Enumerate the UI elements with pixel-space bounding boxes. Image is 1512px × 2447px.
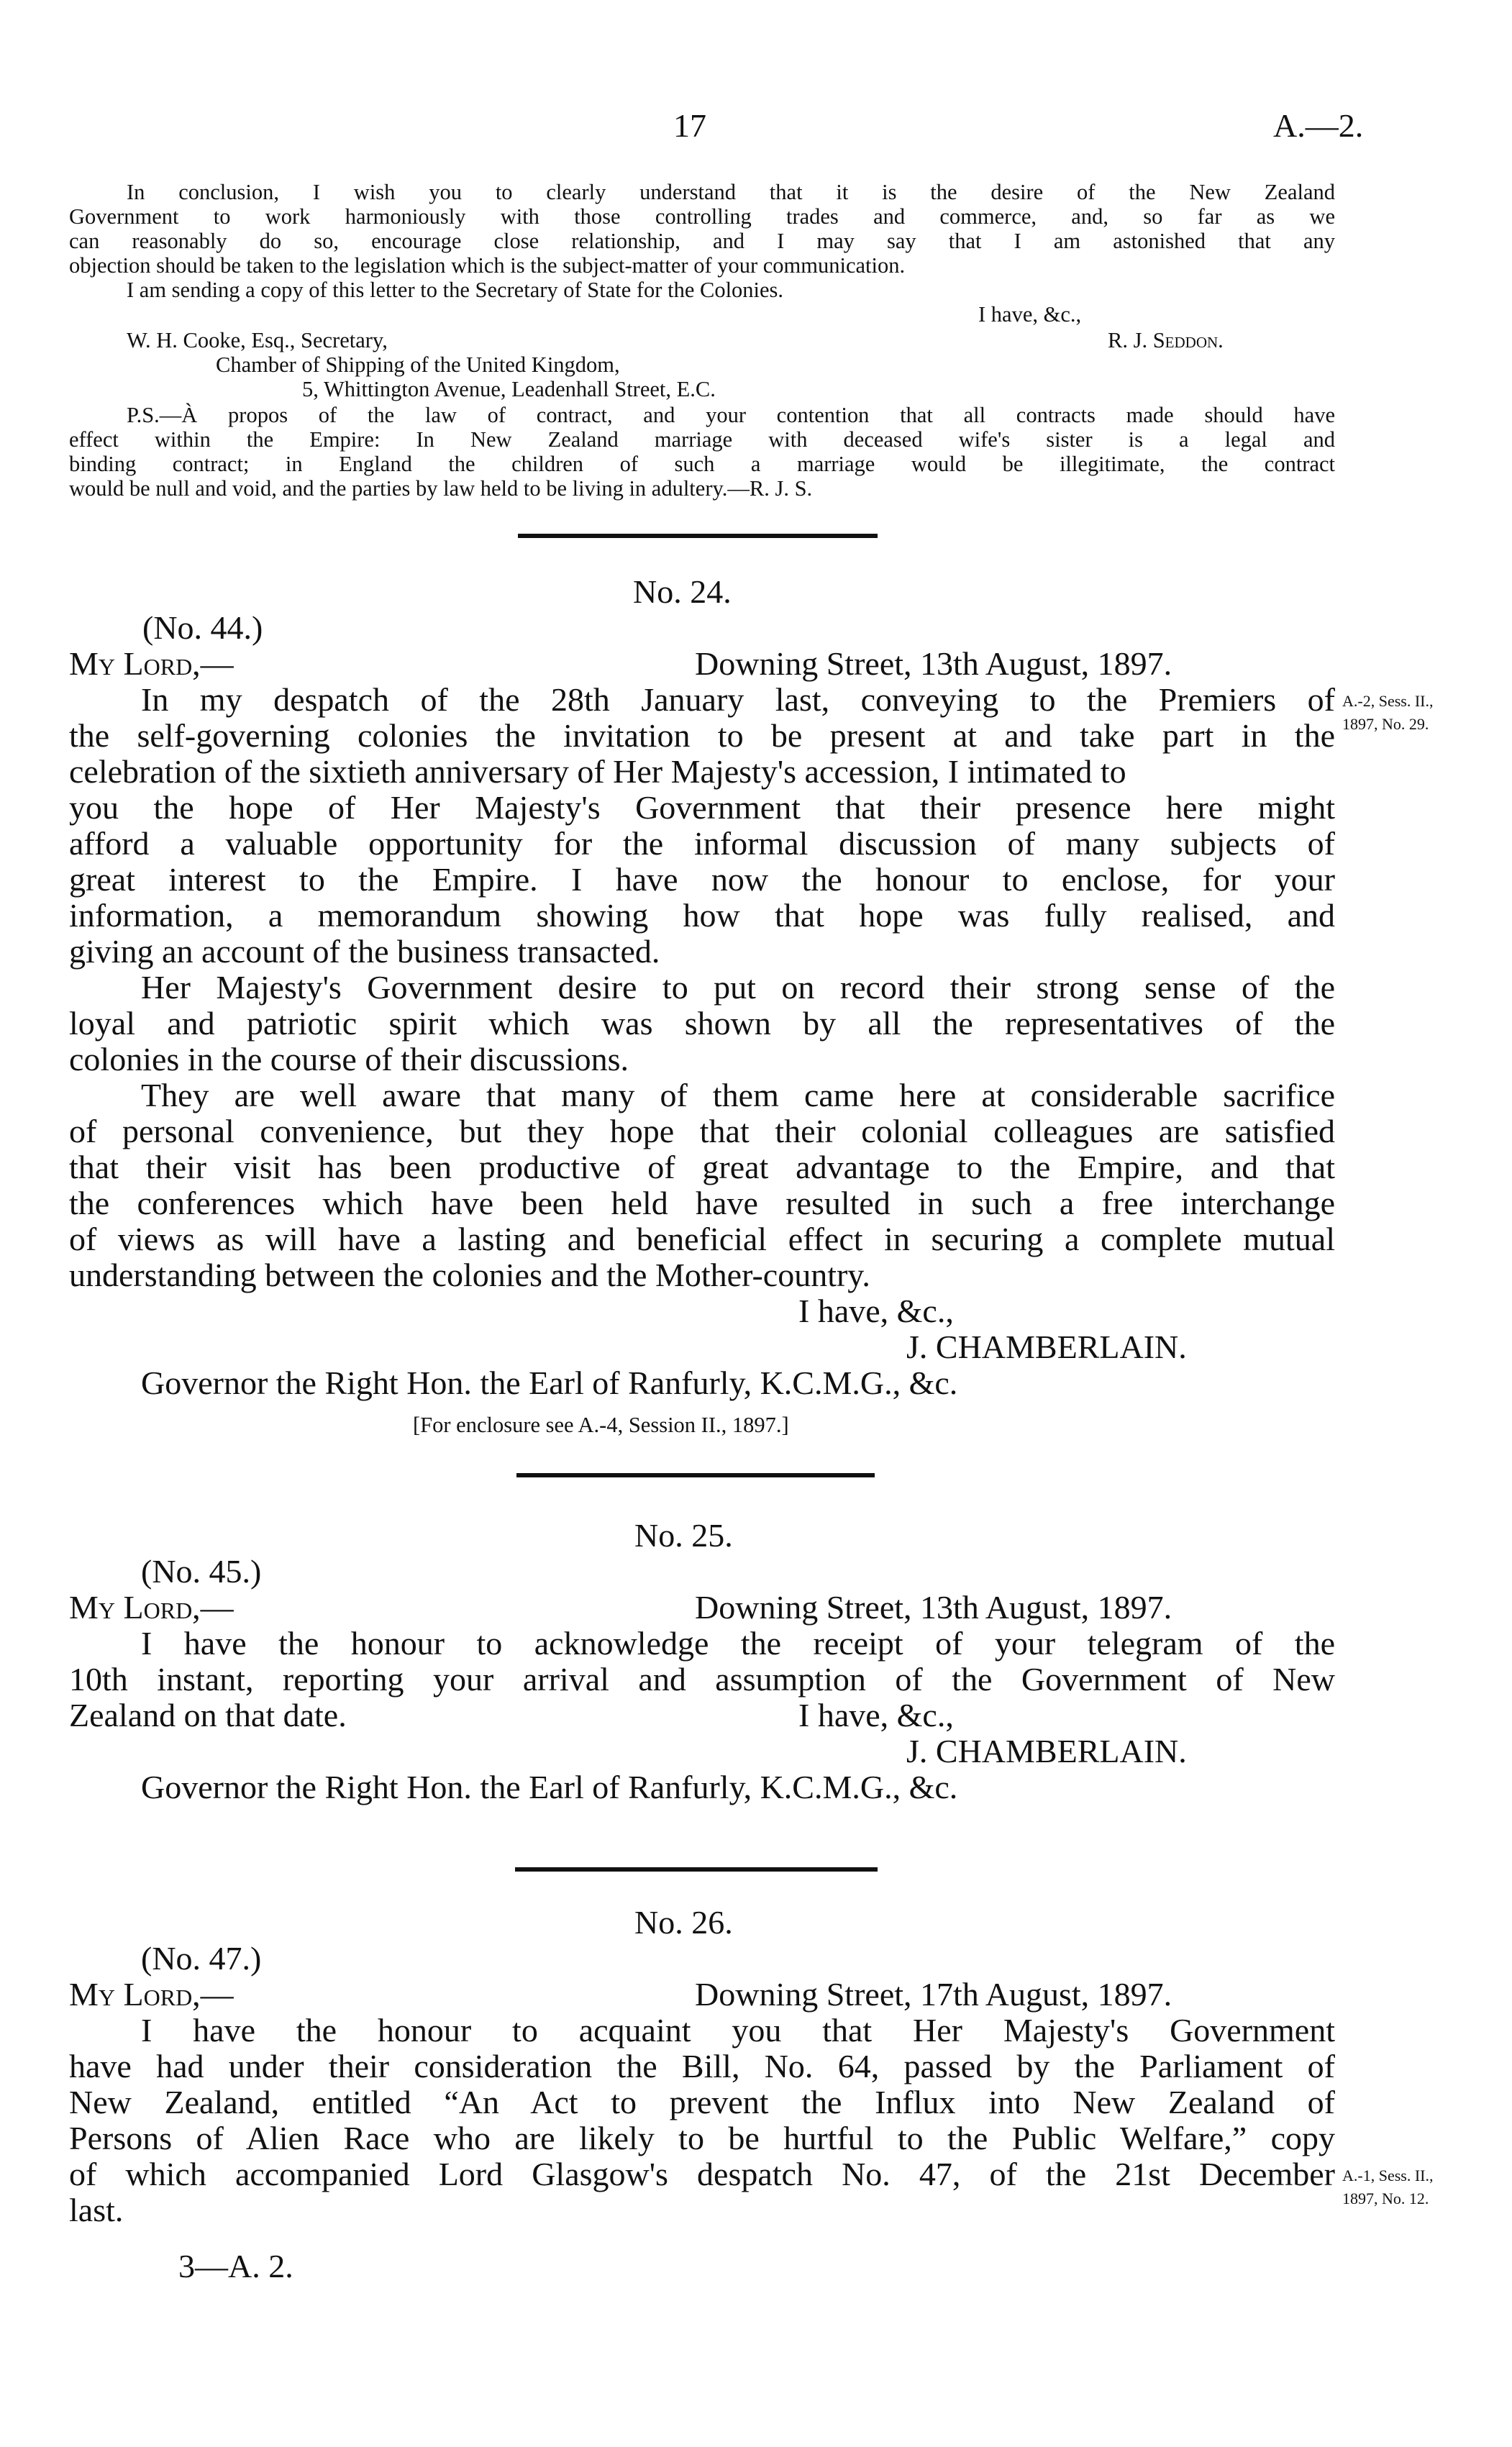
closing: I have, &c.,	[798, 1293, 954, 1329]
section-divider	[518, 534, 878, 538]
letter-line: I am sending a copy of this letter to the Secretary of State for the Colonies.	[127, 278, 784, 302]
body-line: afford a valuable opportunity for the informal discussion of many subjects of	[69, 825, 1335, 862]
body-line: colonies in the course of their discussions.	[69, 1041, 629, 1077]
body-line: Zealand on that date.	[69, 1697, 347, 1733]
postscript-line: would be null and void, and the parties by law held to be living in adultery.—R. J. S.	[69, 476, 813, 501]
signature-mark: 3—A. 2.	[178, 2248, 293, 2284]
section-divider	[515, 1867, 878, 1872]
margin-note: 1897, No. 12.	[1342, 2189, 1429, 2207]
place-date: Downing Street, 13th August, 1897.	[695, 645, 1172, 682]
margin-note: A.-1, Sess. II.,	[1342, 2166, 1434, 2184]
letter-line: can reasonably do so, encourage close relationship, and I may say that I am astonished that any	[69, 229, 1335, 253]
place-date: Downing Street, 13th August, 1897.	[695, 1589, 1172, 1626]
postscript-line: P.S.—À propos of the law of contract, and your contention that all contracts made should have	[127, 403, 1335, 427]
body-line: of views as will have a lasting and beneficial effect in securing a complete mutual	[69, 1221, 1335, 1257]
closing: I have, &c.,	[798, 1697, 954, 1733]
body-line: great interest to the Empire. I have now the honour to enclose, for your	[69, 861, 1335, 898]
signature: J. CHAMBERLAIN.	[906, 1329, 1187, 1365]
body-line: I have the honour to acknowledge the receipt of your telegram of the	[141, 1625, 1335, 1662]
body-line: Persons of Alien Race who are likely to be hurtful to the Public Welfare,” copy	[69, 2120, 1335, 2156]
salutation: My Lord,—	[69, 645, 234, 682]
despatch-number: No. 24.	[633, 573, 732, 610]
body-line: you the hope of Her Majesty's Government that their presence here might	[69, 789, 1335, 826]
despatch-ref: (No. 44.)	[142, 609, 263, 646]
postscript-line: binding contract; in England the children of such a marriage would be illegitimate, the contract	[69, 452, 1335, 476]
body-line: of which accompanied Lord Glasgow's despatch No. 47, of the 21st December	[69, 2156, 1335, 2192]
place-date: Downing Street, 17th August, 1897.	[695, 1976, 1172, 2013]
despatch-ref: (No. 45.)	[141, 1553, 262, 1590]
body-line: Her Majesty's Government desire to put on record their strong sense of the	[141, 969, 1335, 1006]
body-line: In my despatch of the 28th January last, conveying to the Premiers of	[141, 681, 1335, 718]
body-line: New Zealand, entitled “An Act to prevent the Influx into New Zealand of	[69, 2084, 1335, 2120]
postscript-line: effect within the Empire: In New Zealand marriage with deceased wife's sister is a legal and	[69, 427, 1335, 452]
despatch-number: No. 26.	[634, 1904, 733, 1941]
letter-closing: I have, &c.,	[978, 302, 1082, 327]
body-line: the self-governing colonies the invitation to be present at and take part in the	[69, 717, 1335, 754]
recipient: Governor the Right Hon. the Earl of Ranfurly, K.C.M.G., &c.	[141, 1364, 958, 1401]
letter-addressee: W. H. Cooke, Esq., Secretary,	[127, 328, 388, 352]
enclosure-note: [For enclosure see A.-4, Session II., 1897.]	[413, 1413, 789, 1437]
body-line: 10th instant, reporting your arrival and assumption of the Government of New	[69, 1661, 1335, 1698]
body-line: I have the honour to acquaint you that Her Majesty's Government	[141, 2012, 1335, 2049]
page-number: 17	[673, 107, 706, 144]
body-line: understanding between the colonies and the Mother-country.	[69, 1257, 870, 1293]
section-divider	[516, 1473, 875, 1477]
body-line: the conferences which have been held have resulted in such a free interchange	[69, 1185, 1335, 1221]
body-line: information, a memorandum showing how that hope was fully realised, and	[69, 897, 1335, 934]
body-line: They are well aware that many of them came here at considerable sacrifice	[141, 1077, 1335, 1113]
letter-line: objection should be taken to the legislation which is the subject-matter of your communication.	[69, 253, 906, 278]
margin-note: A.-2, Sess. II.,	[1342, 692, 1434, 710]
despatch-ref: (No. 47.)	[141, 1940, 262, 1977]
margin-note: 1897, No. 29.	[1342, 715, 1429, 733]
signature: J. CHAMBERLAIN.	[906, 1733, 1187, 1769]
letter-signature: R. J. Seddon.	[1108, 328, 1224, 352]
body-line: that their visit has been productive of great advantage to the Empire, and that	[69, 1149, 1335, 1185]
recipient: Governor the Right Hon. the Earl of Ranfurly, K.C.M.G., &c.	[141, 1769, 958, 1805]
body-line: loyal and patriotic spirit which was shown by all the representatives of the	[69, 1005, 1335, 1042]
letter-address-line: 5, Whittington Avenue, Leadenhall Street, E.C.	[302, 377, 716, 401]
body-line: celebration of the sixtieth anniversary of Her Majesty's accession, I intimated to	[69, 753, 1126, 790]
body-line: last.	[69, 2192, 124, 2228]
doc-reference: A.—2.	[1273, 107, 1364, 144]
despatch-number: No. 25.	[634, 1517, 733, 1554]
body-line: of personal convenience, but they hope that their colonial colleagues are satisfied	[69, 1113, 1335, 1149]
letter-line: Government to work harmoniously with those controlling trades and commerce, and, so far as we	[69, 204, 1335, 229]
salutation: My Lord,—	[69, 1589, 234, 1626]
body-line: have had under their consideration the Bill, No. 64, passed by the Parliament of	[69, 2048, 1335, 2084]
salutation: My Lord,—	[69, 1976, 234, 2013]
body-line: giving an account of the business transacted.	[69, 933, 660, 970]
letter-line: In conclusion, I wish you to clearly understand that it is the desire of the New Zealand	[127, 180, 1335, 204]
letter-address-line: Chamber of Shipping of the United Kingdom,	[216, 352, 620, 377]
